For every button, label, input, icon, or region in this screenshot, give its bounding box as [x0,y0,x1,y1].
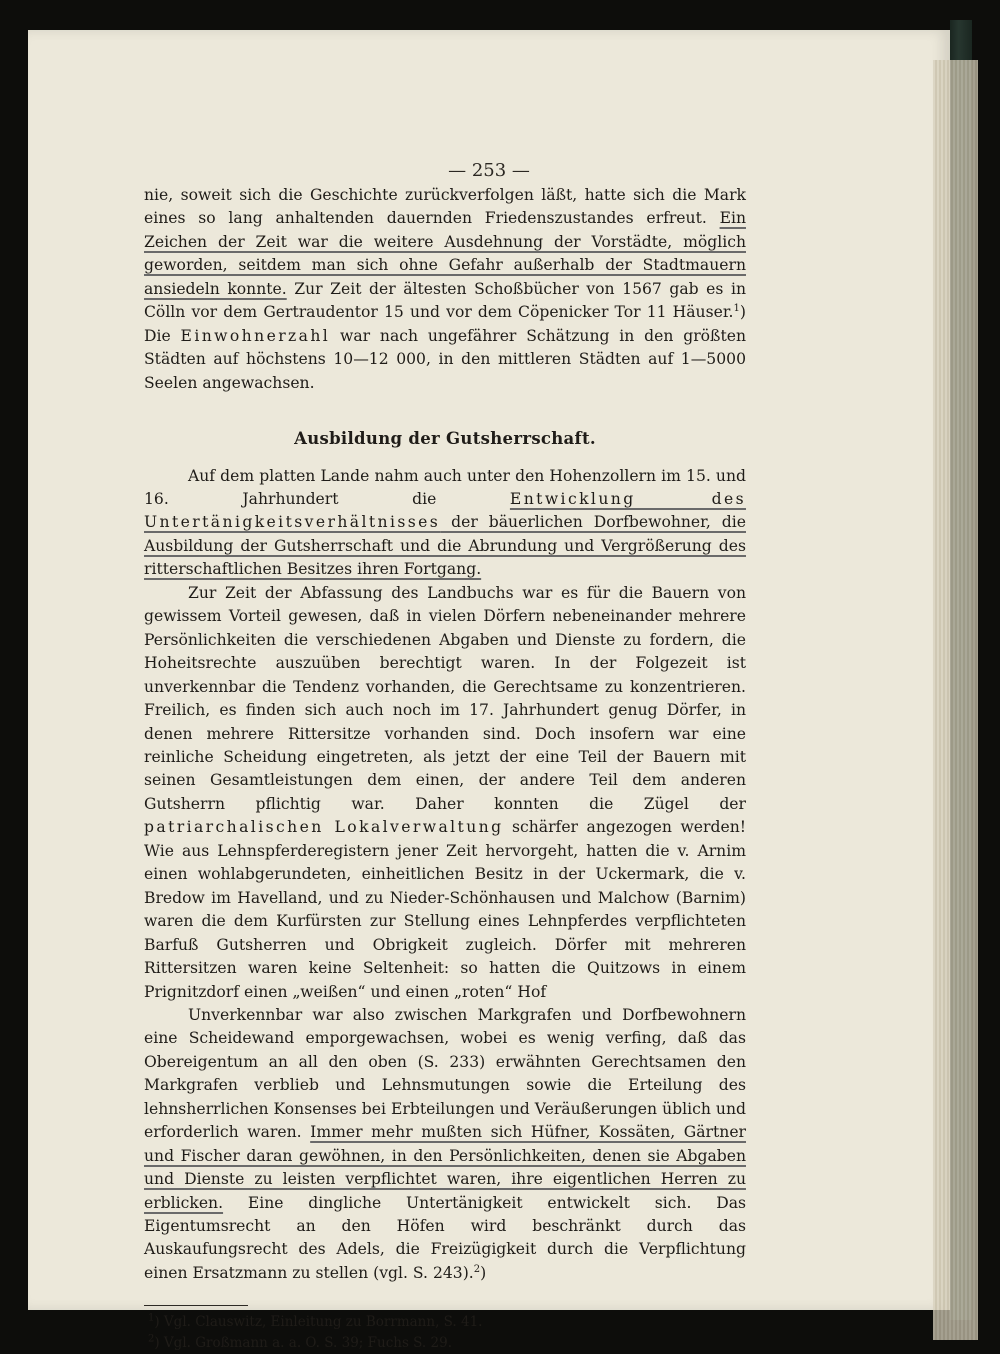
page-body [144,184,746,1354]
underlined-passage: Immer mehr mußten sich Hüfner, Kossäten, Gärtner und Fischer daran gewöhnen, in den Persönlichkeiten, denen sie Abgaben und Dienste zu leisten verpflichtet waren, ihre eigentlichen Herren zu erblicken. [144,1123,747,1212]
paragraph-1: nie, soweit sich die Geschichte zurückverfolgen läßt, hatte sich die Mark eines so lang anhaltenden dauernden Friedenszustandes erfreut. Ein Zeichen der Zeit war die weitere Ausdehnung der Vorstädte, möglich geworden, seitdem man sich ohne Gefahr außerhalb der Stadtmauern ansiedeln konnte. Zur Zeit der ältesten Schoßbücher von 1567 gab es in Cölln vor dem Gertraudentor 15 und vor dem Cöpenicker Tor 11 Häuser.$^1$) Die Einwohnerzahl war nach ungefährer Schätzung in den größten Städten auf höchstens 10—12 000, in den mittleren Städten auf 1—5000 Seelen angewachsen. [144,186,746,392]
underlined-passage: der bäuerlichen Dorfbewohner, die Ausbildung der Gutsherrschaft und die Abrundung und Vergrößerung des ritterschaftlichen Besitzes ihren Fortgang. [144,513,746,579]
footnote-ref-1: 1 [733,303,740,315]
footnote-1: $^1$) Vgl. Clauswitz, Einleitung zu Borrmann, S. 41. [148,1312,483,1331]
page-edges [933,60,978,1340]
section-heading: Ausbildung der Gutsherrschaft. [294,429,596,449]
footnote-2: $^2$) Vgl. Großmann a. a. O. S. 39; Fuchs S. 29. [148,1333,452,1352]
spaced-term: Einwohnerzahl [180,326,331,345]
underlined-spaced-term: Entwicklung des Untertänigkeitsverhältnisses [144,489,747,532]
paragraph-3: Zur Zeit der Abfassung des Landbuchs war es für die Bauern von gewissem Vorteil gewesen, daß in vielen Dörfern nebeneinander mehrere Persönlichkeiten die verschiedenen Abgaben und Dienste zu fordern, die Hoheitsrechte auszuüben berechtigt waren. In der Folgezeit ist unverkennbar die Tendenz vorhanden, die Gerechtsame zu konzentrieren. Freilich, es finden sich auch noch im 17. Jahrhundert genug Dörfer, in denen mehrere Rittersitze vorhanden sind. Doch insofern war eine reinliche Scheidung eingetreten, als jetzt der eine Teil der Bauern mit seinen Gesamtleistungen dem einen, der andere Teil dem anderen Gutsherrn pflichtig war. Daher konnten die Zügel der patriarchalischen Lokalverwaltung schärfer angezogen werden! Wie aus Lehnspferderegistern jener Zeit hervorgeht, hatten die v. Arnim einen wohlabgerundeten, einheitlichen Besitz in der Uckermark, die v. Bredow im Havelland, und zu Nieder-Schönhausen und Malchow (Barnim) waren die dem Kurfürsten zur Stellung eines Lehnpferdes verpflichteten Barfuß Gutsherren und Obrigkeit zugleich. Dörfer mit mehreren Rittersitzen waren keine Seltenheit: so hatten die Quitzows in einem Prignitzdorf einen „weißen“ und einen „roten“ Hof [144,583,746,1001]
spaced-term: patriarchalischen Lokalverwaltung [144,818,504,837]
footnote-rule [144,1305,248,1306]
underlined-passage: Ein Zeichen der Zeit war die weitere Ausdehnung der Vorstädte, möglich geworden, seitdem man sich ohne Gefahr außerhalb der Stadtmauern ansiedeln konnte. [144,209,746,298]
paragraph-2: Auf dem platten Lande nahm auch unter den Hohenzollern im 15. und 16. Jahrhundert die Entwicklung des Untertänigkeitsverhältnisses der bäuerlichen Dorfbewohner, die Ausbildung der Gutsherrschaft und die Abrundung und Vergrößerung des ritterschaftlichen Besitzes ihren Fortgang. [144,466,747,579]
paragraph-4: Unverkennbar war also zwischen Markgrafen und Dorfbewohnern eine Scheidewand emporgewachsen, wobei es wenig verfing, daß das Obereigentum an all den oben (S. 233) erwähnten Gerechtsamen den Markgrafen verblieb und Lehnsmutungen sowie die Erteilung des lehnsherrlichen Konsenses bei Erbteilungen und Veräußerungen üblich und erforderlich waren. Immer mehr mußten sich Hüfner, Kossäten, Gärtner und Fischer daran gewöhnen, in den Persönlichkeiten, denen sie Abgaben und Dienste zu leisten verpflichtet waren, ihre eigentlichen Herren zu erblicken. Eine dingliche Untertänigkeit entwickelt sich. Das Eigentumsrecht an den Höfen wird beschränkt durch das Auskaufungsrecht des Adels, die Freizügigkeit durch die Verpflichtung einen Ersatzmann zu stellen (vgl. S. 243).$^2$) [144,1005,747,1282]
page-number: — 253 — [448,160,530,181]
footnote-ref-2: 2 [473,1263,481,1275]
